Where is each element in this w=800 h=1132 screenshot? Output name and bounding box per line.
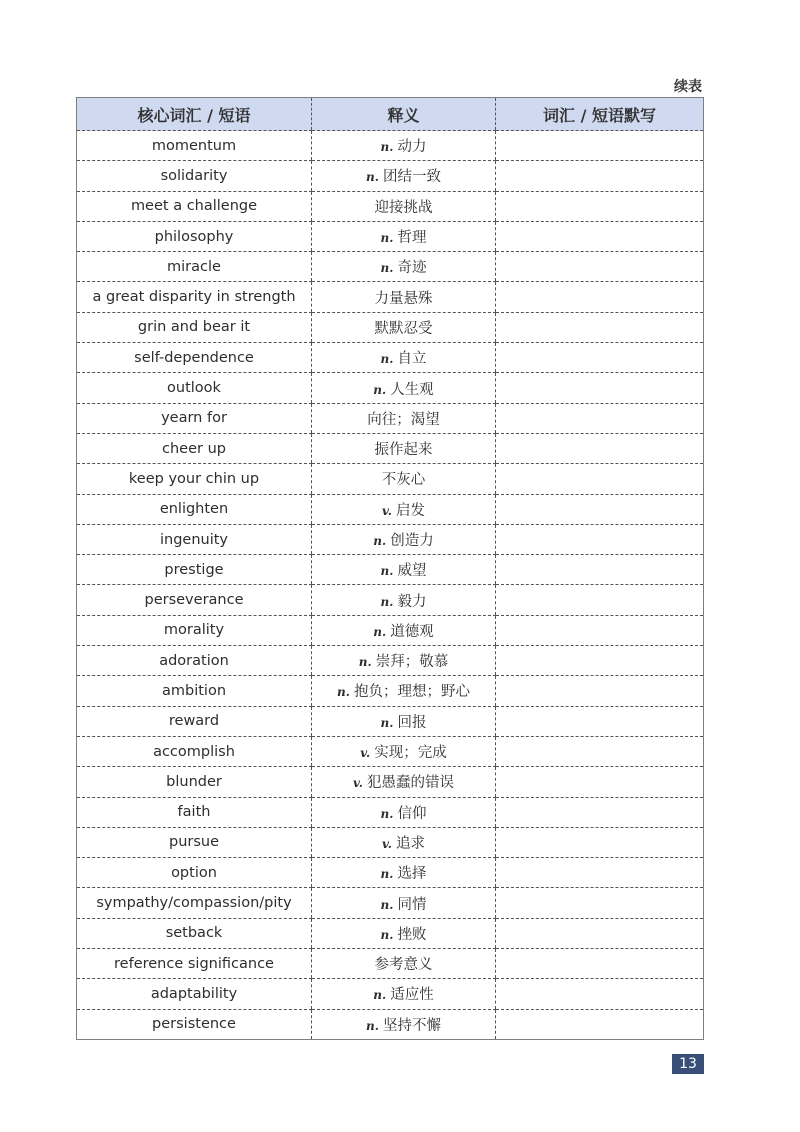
meaning-cell xyxy=(312,676,496,706)
table-row xyxy=(77,403,704,433)
dictation-cell[interactable] xyxy=(496,282,704,312)
meaning-cell xyxy=(312,736,496,766)
meaning-text: 犯愚蠢的错误 xyxy=(366,775,454,792)
dictation-cell[interactable] xyxy=(496,767,704,797)
term-cell: faith xyxy=(77,797,312,827)
part-of-speech: n. xyxy=(366,1018,379,1033)
part-of-speech: n. xyxy=(380,897,394,912)
term-cell: philosophy xyxy=(77,221,312,251)
term-cell: grin and bear it xyxy=(77,312,312,342)
dictation-cell[interactable] xyxy=(496,403,704,433)
table-row xyxy=(77,615,704,645)
meaning-text: 参考意义 xyxy=(374,957,433,974)
dictation-cell[interactable] xyxy=(496,221,704,251)
term-cell: accomplish xyxy=(77,736,312,766)
part-of-speech: n. xyxy=(373,382,387,397)
meaning-text: 动力 xyxy=(397,139,427,156)
dictation-cell[interactable] xyxy=(496,615,704,645)
meaning-text: 迎接挑战 xyxy=(374,199,433,216)
meaning-text: 向往；渴望 xyxy=(367,411,440,428)
meaning-cell xyxy=(312,494,496,524)
meaning-cell xyxy=(312,827,496,857)
term-cell: reward xyxy=(77,706,312,736)
meaning-cell xyxy=(312,373,496,403)
meaning-cell xyxy=(312,464,496,494)
meaning-cell xyxy=(312,979,496,1009)
term-cell: prestige xyxy=(77,555,312,585)
page-number: 13 xyxy=(672,1054,704,1074)
meaning-cell xyxy=(312,221,496,251)
dictation-cell[interactable] xyxy=(496,191,704,221)
meaning-cell xyxy=(312,646,496,676)
dictation-cell[interactable] xyxy=(496,949,704,979)
dictation-cell[interactable] xyxy=(496,252,704,282)
meaning-text: 崇拜；敬慕 xyxy=(375,654,449,671)
dictation-cell[interactable] xyxy=(496,797,704,827)
meaning-text: 奇迹 xyxy=(397,260,427,277)
table-row xyxy=(77,221,704,251)
dictation-cell[interactable] xyxy=(496,706,704,736)
dictation-cell[interactable] xyxy=(496,979,704,1009)
meaning-cell xyxy=(312,585,496,615)
meaning-text: 适应性 xyxy=(390,987,434,1004)
meaning-text: 抱负；理想；野心 xyxy=(353,684,470,701)
vocabulary-table xyxy=(76,97,704,1040)
meaning-text: 选择 xyxy=(397,866,427,883)
term-cell: a great disparity in strength xyxy=(77,282,312,312)
meaning-text: 团结一致 xyxy=(382,169,441,186)
dictation-cell[interactable] xyxy=(496,312,704,342)
meaning-text: 同情 xyxy=(397,896,427,913)
table-row xyxy=(77,282,704,312)
meaning-cell xyxy=(312,888,496,918)
part-of-speech: n. xyxy=(380,352,394,367)
meaning-cell xyxy=(312,282,496,312)
table-row xyxy=(77,1009,704,1039)
term-cell: persistence xyxy=(152,1016,236,1033)
part-of-speech: n. xyxy=(380,231,394,246)
dictation-cell[interactable] xyxy=(496,827,704,857)
dictation-cell[interactable] xyxy=(496,524,704,554)
meaning-cell xyxy=(312,767,496,797)
term-cell: enlighten xyxy=(77,494,312,524)
dictation-cell[interactable] xyxy=(496,858,704,888)
table-row xyxy=(77,827,704,857)
table-row xyxy=(77,131,704,161)
table-row xyxy=(77,736,704,766)
meaning-cell xyxy=(312,161,496,191)
meaning-cell xyxy=(312,1009,496,1039)
part-of-speech: n. xyxy=(337,685,350,700)
part-of-speech: v. xyxy=(382,836,392,851)
term-cell: self-dependence xyxy=(77,343,312,373)
table-row xyxy=(77,949,704,979)
table-body xyxy=(77,131,704,1040)
part-of-speech: n. xyxy=(373,624,387,639)
dictation-cell[interactable] xyxy=(496,131,704,161)
part-of-speech: n. xyxy=(373,534,387,548)
part-of-speech: n. xyxy=(380,867,394,882)
part-of-speech: n. xyxy=(380,715,394,730)
table-row xyxy=(77,555,704,585)
table-row xyxy=(77,161,704,191)
term-cell: ingenuity xyxy=(77,524,312,554)
meaning-text: 启发 xyxy=(395,502,425,519)
dictation-cell[interactable] xyxy=(496,555,704,585)
term-cell: meet a challenge xyxy=(77,191,312,221)
part-of-speech: n. xyxy=(366,170,379,185)
term-cell: perseverance xyxy=(77,585,312,615)
header-core-vocabulary: 核心词汇 / 短语 xyxy=(77,98,312,131)
dictation-cell[interactable] xyxy=(496,585,704,615)
table-row xyxy=(77,312,704,342)
part-of-speech: n. xyxy=(380,261,394,276)
meaning-text: 力量悬殊 xyxy=(374,290,433,307)
part-of-speech: n. xyxy=(373,988,387,1003)
term-cell: setback xyxy=(77,918,312,948)
term-cell: pursue xyxy=(77,827,312,857)
dictation-cell[interactable] xyxy=(496,494,704,524)
term-cell: option xyxy=(77,858,312,888)
table-row xyxy=(77,979,704,1009)
meaning-cell xyxy=(312,191,496,221)
term-cell: sympathy/compassion/pity xyxy=(77,888,312,918)
part-of-speech: v. xyxy=(382,503,392,518)
table-header-row xyxy=(77,98,704,131)
dictation-cell[interactable] xyxy=(496,918,704,948)
term-cell: solidarity xyxy=(77,161,312,191)
dictation-cell[interactable] xyxy=(496,433,704,463)
table-row xyxy=(77,524,704,554)
part-of-speech: n. xyxy=(380,594,394,609)
dictation-cell[interactable] xyxy=(496,888,704,918)
meaning-cell xyxy=(312,615,496,645)
header-dictation: 词汇 / 短语默写 xyxy=(496,98,704,131)
term-cell: momentum xyxy=(77,131,312,161)
header-meaning: 释义 xyxy=(312,98,496,131)
meaning-cell xyxy=(312,858,496,888)
table-row xyxy=(77,888,704,918)
meaning-cell xyxy=(312,252,496,282)
meaning-cell xyxy=(312,949,496,979)
table-row xyxy=(77,585,704,615)
term-cell: miracle xyxy=(77,252,312,282)
meaning-cell xyxy=(312,433,496,463)
meaning-text: 不灰心 xyxy=(381,472,426,489)
table-row xyxy=(77,918,704,948)
term-cell: blunder xyxy=(77,767,312,797)
term-cell: keep your chin up xyxy=(77,464,312,494)
meaning-text: 追求 xyxy=(395,835,425,852)
table-row xyxy=(77,858,704,888)
meaning-cell xyxy=(312,524,496,554)
dictation-cell[interactable] xyxy=(496,373,704,403)
meaning-text: 挫败 xyxy=(397,926,427,943)
dictation-cell[interactable] xyxy=(496,161,704,191)
term-cell: ambition xyxy=(77,676,312,706)
dictation-cell[interactable] xyxy=(496,343,704,373)
dictation-cell[interactable] xyxy=(496,1009,704,1039)
meaning-cell xyxy=(312,918,496,948)
term-cell: adoration xyxy=(77,646,312,676)
meaning-text: 威望 xyxy=(397,563,427,580)
meaning-cell xyxy=(312,343,496,373)
table-row xyxy=(77,767,704,797)
dictation-cell[interactable] xyxy=(496,736,704,766)
meaning-text: 坚持不懈 xyxy=(382,1017,441,1034)
part-of-speech: v. xyxy=(360,746,371,761)
meaning-text: 自立 xyxy=(397,351,427,368)
term-cell: cheer up xyxy=(77,433,312,463)
table-row xyxy=(77,494,704,524)
meaning-text: 道德观 xyxy=(390,623,434,640)
meaning-text: 振作起来 xyxy=(374,442,433,459)
part-of-speech: v. xyxy=(353,776,363,791)
meaning-text: 回报 xyxy=(397,714,427,731)
meaning-cell xyxy=(312,131,496,161)
table-row xyxy=(77,373,704,403)
meaning-text: 实现；完成 xyxy=(374,745,447,762)
meaning-cell xyxy=(312,797,496,827)
meaning-text: 哲理 xyxy=(397,230,427,247)
table-row xyxy=(77,676,704,706)
meaning-text: 默默忍受 xyxy=(374,320,433,337)
part-of-speech: n. xyxy=(380,927,394,942)
part-of-speech: n. xyxy=(380,140,394,155)
table-row xyxy=(77,464,704,494)
part-of-speech: n. xyxy=(358,655,372,670)
dictation-cell[interactable] xyxy=(496,646,704,676)
continued-label: 续表 xyxy=(674,79,702,95)
table-row xyxy=(77,343,704,373)
term-cell: adaptability xyxy=(77,979,312,1009)
meaning-cell xyxy=(312,706,496,736)
dictation-cell[interactable] xyxy=(496,464,704,494)
part-of-speech: n. xyxy=(380,806,394,821)
table-row xyxy=(77,252,704,282)
part-of-speech: n. xyxy=(380,564,394,579)
meaning-text: 毅力 xyxy=(397,593,427,610)
meaning-cell xyxy=(312,555,496,585)
term-cell: reference significance xyxy=(77,949,312,979)
dictation-cell[interactable] xyxy=(496,676,704,706)
meaning-cell xyxy=(312,312,496,342)
table-row xyxy=(77,191,704,221)
table-row xyxy=(77,433,704,463)
table-row xyxy=(77,706,704,736)
meaning-text: 信仰 xyxy=(397,805,427,822)
meaning-cell xyxy=(312,403,496,433)
term-cell: outlook xyxy=(77,373,312,403)
table-row xyxy=(77,797,704,827)
table-row xyxy=(77,646,704,676)
meaning-text: 人生观 xyxy=(390,381,434,398)
term-cell: yearn for xyxy=(77,403,312,433)
meaning-text: 创造力 xyxy=(390,533,434,549)
term-cell: morality xyxy=(77,615,312,645)
